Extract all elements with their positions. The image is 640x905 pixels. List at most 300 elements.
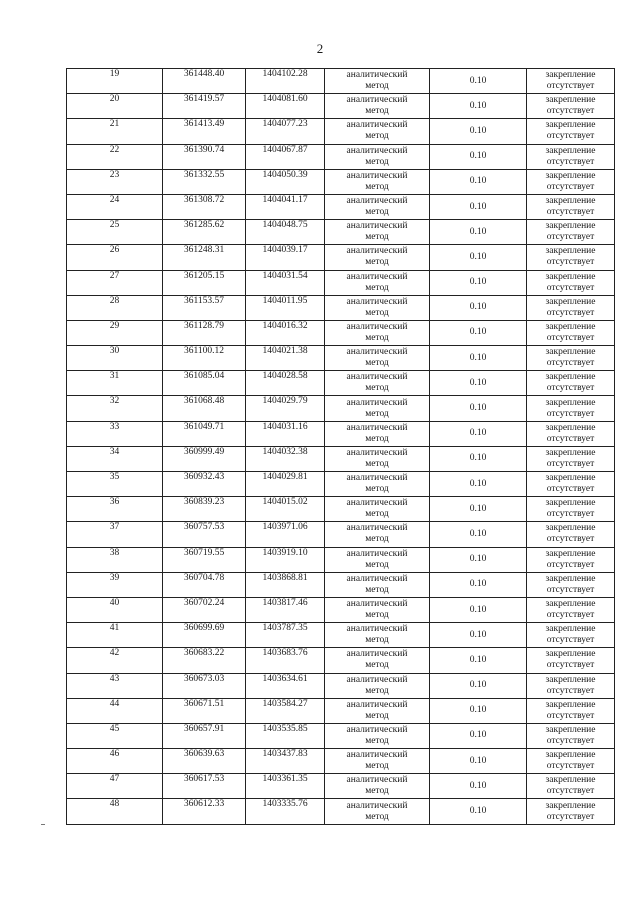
- status-text-line-2: отсутствует: [546, 509, 595, 520]
- status-text-line-1: закрепление: [545, 170, 596, 181]
- method-text-line-2: метод: [365, 131, 389, 142]
- method-text-line-2: метод: [365, 433, 389, 444]
- y-coordinate-cell: 1403868.81: [246, 572, 325, 597]
- fixing-status-cell: [527, 522, 615, 547]
- y-coordinate-cell: 1404029.81: [246, 472, 325, 497]
- status-text-line-2: отсутствует: [546, 408, 595, 419]
- method-text-line-1: аналитический: [346, 800, 408, 811]
- status-text-line-2: отсутствует: [546, 635, 595, 646]
- accuracy-cell: 0.10: [430, 371, 527, 396]
- method-cell: [325, 346, 430, 371]
- status-text-line-2: отсутствует: [546, 660, 595, 671]
- table-row: [67, 144, 615, 169]
- x-coordinate-cell: 360639.63: [163, 749, 246, 774]
- status-text-line-1: закрепление: [545, 473, 596, 484]
- status-text-line-2: отсутствует: [546, 358, 595, 369]
- accuracy-cell: 0.10: [430, 320, 527, 345]
- point-number-cell: 27: [67, 270, 163, 295]
- method-text-line-2: метод: [365, 181, 389, 192]
- table-row: [67, 547, 615, 572]
- x-coordinate-cell: 360673.03: [163, 673, 246, 698]
- table-row: [67, 320, 615, 345]
- point-number-cell: 48: [67, 799, 163, 824]
- method-cell: [325, 396, 430, 421]
- status-text-line-2: отсутствует: [546, 458, 595, 469]
- fixing-status-cell: [527, 119, 615, 144]
- table-row: [67, 194, 615, 219]
- x-coordinate-cell: 361332.55: [163, 169, 246, 194]
- table-row: [67, 245, 615, 270]
- fixing-status-cell: [527, 421, 615, 446]
- table-row: [67, 295, 615, 320]
- status-text-line-1: закрепление: [545, 296, 596, 307]
- point-number-cell: 40: [67, 597, 163, 622]
- status-text-line-2: отсутствует: [546, 106, 595, 117]
- method-cell: [325, 572, 430, 597]
- y-coordinate-cell: 1404077.23: [246, 119, 325, 144]
- status-text-line-1: закрепление: [545, 196, 596, 207]
- point-number-cell: 33: [67, 421, 163, 446]
- y-coordinate-cell: 1403437.83: [246, 749, 325, 774]
- method-text-line-2: метод: [365, 307, 389, 318]
- method-text-line-1: аналитический: [346, 473, 408, 484]
- coordinates-table: [66, 68, 615, 825]
- point-number-cell: 37: [67, 522, 163, 547]
- fixing-status-cell: [527, 749, 615, 774]
- y-coordinate-cell: 1404041.17: [246, 194, 325, 219]
- status-text-line-2: отсутствует: [546, 735, 595, 746]
- fixing-status-cell: [527, 723, 615, 748]
- fixing-status-cell: [527, 547, 615, 572]
- fixing-status-cell: [527, 446, 615, 471]
- method-text-line-1: аналитический: [346, 397, 408, 408]
- x-coordinate-cell: 360757.53: [163, 522, 246, 547]
- x-coordinate-cell: 361285.62: [163, 220, 246, 245]
- status-text-line-1: закрепление: [545, 70, 596, 81]
- y-coordinate-cell: 1404050.39: [246, 169, 325, 194]
- x-coordinate-cell: 361128.79: [163, 320, 246, 345]
- table-row: [67, 774, 615, 799]
- method-text-line-1: аналитический: [346, 196, 408, 207]
- y-coordinate-cell: 1404031.16: [246, 421, 325, 446]
- x-coordinate-cell: 361153.57: [163, 295, 246, 320]
- status-text-line-1: закрепление: [545, 447, 596, 458]
- fixing-status-cell: [527, 774, 615, 799]
- point-number-cell: 42: [67, 648, 163, 673]
- y-coordinate-cell: 1404081.60: [246, 94, 325, 119]
- accuracy-cell: 0.10: [430, 774, 527, 799]
- y-coordinate-cell: 1403817.46: [246, 597, 325, 622]
- table-row: [67, 346, 615, 371]
- table-row: [67, 119, 615, 144]
- y-coordinate-cell: 1404102.28: [246, 69, 325, 94]
- fixing-status-cell: [527, 295, 615, 320]
- y-coordinate-cell: 1404011.95: [246, 295, 325, 320]
- method-text-line-2: метод: [365, 610, 389, 621]
- table-row: [67, 371, 615, 396]
- status-text-line-1: закрепление: [545, 372, 596, 383]
- method-text-line-1: аналитический: [346, 246, 408, 257]
- method-text-line-1: аналитический: [346, 95, 408, 106]
- fixing-status-cell: [527, 69, 615, 94]
- table-row: [67, 572, 615, 597]
- accuracy-cell: 0.10: [430, 472, 527, 497]
- x-coordinate-cell: 361308.72: [163, 194, 246, 219]
- point-number-cell: 31: [67, 371, 163, 396]
- status-text-line-2: отсутствует: [546, 257, 595, 268]
- margin-mark: [41, 824, 45, 825]
- status-text-line-2: отсутствует: [546, 610, 595, 621]
- y-coordinate-cell: 1403584.27: [246, 698, 325, 723]
- accuracy-cell: 0.10: [430, 698, 527, 723]
- status-text-line-1: закрепление: [545, 624, 596, 635]
- table-row: [67, 597, 615, 622]
- point-number-cell: 29: [67, 320, 163, 345]
- fixing-status-cell: [527, 346, 615, 371]
- status-text-line-1: закрепление: [545, 221, 596, 232]
- fixing-status-cell: [527, 245, 615, 270]
- method-cell: [325, 497, 430, 522]
- accuracy-cell: 0.10: [430, 522, 527, 547]
- method-cell: [325, 119, 430, 144]
- method-text-line-2: метод: [365, 383, 389, 394]
- table-row: [67, 723, 615, 748]
- point-number-cell: 41: [67, 623, 163, 648]
- accuracy-cell: 0.10: [430, 194, 527, 219]
- fixing-status-cell: [527, 144, 615, 169]
- fixing-status-cell: [527, 472, 615, 497]
- x-coordinate-cell: 360704.78: [163, 572, 246, 597]
- status-text-line-1: закрепление: [545, 95, 596, 106]
- status-text-line-1: закрепление: [545, 800, 596, 811]
- x-coordinate-cell: 360671.51: [163, 698, 246, 723]
- x-coordinate-cell: 360657.91: [163, 723, 246, 748]
- method-cell: [325, 144, 430, 169]
- method-text-line-2: метод: [365, 106, 389, 117]
- status-text-line-2: отсутствует: [546, 181, 595, 192]
- method-text-line-1: аналитический: [346, 271, 408, 282]
- accuracy-cell: 0.10: [430, 547, 527, 572]
- status-text-line-1: закрепление: [545, 724, 596, 735]
- accuracy-cell: 0.10: [430, 119, 527, 144]
- status-text-line-1: закрепление: [545, 573, 596, 584]
- fixing-status-cell: [527, 799, 615, 824]
- method-text-line-2: метод: [365, 458, 389, 469]
- table-row: [67, 749, 615, 774]
- method-text-line-1: аналитический: [346, 750, 408, 761]
- point-number-cell: 45: [67, 723, 163, 748]
- y-coordinate-cell: 1403361.35: [246, 774, 325, 799]
- status-text-line-2: отсутствует: [546, 710, 595, 721]
- method-text-line-1: аналитический: [346, 145, 408, 156]
- method-cell: [325, 220, 430, 245]
- method-text-line-2: метод: [365, 559, 389, 570]
- method-text-line-1: аналитический: [346, 170, 408, 181]
- method-text-line-1: аналитический: [346, 599, 408, 610]
- x-coordinate-cell: 360612.33: [163, 799, 246, 824]
- method-cell: [325, 522, 430, 547]
- coordinates-table-body: [67, 69, 615, 825]
- method-text-line-1: аналитический: [346, 699, 408, 710]
- accuracy-cell: 0.10: [430, 295, 527, 320]
- method-text-line-2: метод: [365, 81, 389, 92]
- status-text-line-1: закрепление: [545, 246, 596, 257]
- x-coordinate-cell: 360932.43: [163, 472, 246, 497]
- table-row: [67, 497, 615, 522]
- method-cell: [325, 194, 430, 219]
- fixing-status-cell: [527, 270, 615, 295]
- status-text-line-1: закрепление: [545, 699, 596, 710]
- table-row: [67, 799, 615, 824]
- accuracy-cell: 0.10: [430, 572, 527, 597]
- status-text-line-2: отсутствует: [546, 207, 595, 218]
- method-text-line-2: метод: [365, 735, 389, 746]
- fixing-status-cell: [527, 220, 615, 245]
- method-cell: [325, 421, 430, 446]
- y-coordinate-cell: 1404039.17: [246, 245, 325, 270]
- status-text-line-2: отсутствует: [546, 584, 595, 595]
- method-text-line-2: метод: [365, 509, 389, 520]
- x-coordinate-cell: 360683.22: [163, 648, 246, 673]
- point-number-cell: 35: [67, 472, 163, 497]
- method-cell: [325, 698, 430, 723]
- status-text-line-2: отсутствует: [546, 559, 595, 570]
- fixing-status-cell: [527, 194, 615, 219]
- accuracy-cell: 0.10: [430, 648, 527, 673]
- method-text-line-2: метод: [365, 332, 389, 343]
- accuracy-cell: 0.10: [430, 421, 527, 446]
- point-number-cell: 28: [67, 295, 163, 320]
- table-row: [67, 446, 615, 471]
- method-text-line-1: аналитический: [346, 548, 408, 559]
- y-coordinate-cell: 1404015.02: [246, 497, 325, 522]
- method-cell: [325, 472, 430, 497]
- table-row: [67, 396, 615, 421]
- table-row: [67, 169, 615, 194]
- method-text-line-2: метод: [365, 660, 389, 671]
- status-text-line-2: отсутствует: [546, 685, 595, 696]
- x-coordinate-cell: 361205.15: [163, 270, 246, 295]
- y-coordinate-cell: 1404029.79: [246, 396, 325, 421]
- method-text-line-2: метод: [365, 761, 389, 772]
- accuracy-cell: 0.10: [430, 749, 527, 774]
- fixing-status-cell: [527, 623, 615, 648]
- accuracy-cell: 0.10: [430, 623, 527, 648]
- method-cell: [325, 295, 430, 320]
- point-number-cell: 19: [67, 69, 163, 94]
- method-text-line-1: аналитический: [346, 221, 408, 232]
- table-row: [67, 472, 615, 497]
- status-text-line-1: закрепление: [545, 397, 596, 408]
- method-text-line-1: аналитический: [346, 724, 408, 735]
- method-cell: [325, 446, 430, 471]
- status-text-line-1: закрепление: [545, 347, 596, 358]
- table-row: [67, 698, 615, 723]
- status-text-line-1: закрепление: [545, 599, 596, 610]
- accuracy-cell: 0.10: [430, 169, 527, 194]
- method-text-line-1: аналитический: [346, 447, 408, 458]
- method-cell: [325, 723, 430, 748]
- status-text-line-1: закрепление: [545, 674, 596, 685]
- status-text-line-2: отсутствует: [546, 786, 595, 797]
- method-text-line-2: метод: [365, 811, 389, 822]
- method-text-line-1: аналитический: [346, 573, 408, 584]
- point-number-cell: 32: [67, 396, 163, 421]
- point-number-cell: 30: [67, 346, 163, 371]
- accuracy-cell: 0.10: [430, 270, 527, 295]
- status-text-line-2: отсутствует: [546, 484, 595, 495]
- x-coordinate-cell: 361049.71: [163, 421, 246, 446]
- status-text-line-2: отсутствует: [546, 383, 595, 394]
- point-number-cell: 24: [67, 194, 163, 219]
- y-coordinate-cell: 1403787.35: [246, 623, 325, 648]
- y-coordinate-cell: 1404048.75: [246, 220, 325, 245]
- method-cell: [325, 597, 430, 622]
- status-text-line-2: отсутствует: [546, 282, 595, 293]
- x-coordinate-cell: 360699.69: [163, 623, 246, 648]
- method-text-line-2: метод: [365, 484, 389, 495]
- fixing-status-cell: [527, 673, 615, 698]
- accuracy-cell: 0.10: [430, 346, 527, 371]
- y-coordinate-cell: 1404016.32: [246, 320, 325, 345]
- accuracy-cell: 0.10: [430, 396, 527, 421]
- status-text-line-2: отсутствует: [546, 332, 595, 343]
- accuracy-cell: 0.10: [430, 799, 527, 824]
- table-row: [67, 673, 615, 698]
- y-coordinate-cell: 1403535.85: [246, 723, 325, 748]
- fixing-status-cell: [527, 572, 615, 597]
- y-coordinate-cell: 1404028.58: [246, 371, 325, 396]
- point-number-cell: 25: [67, 220, 163, 245]
- point-number-cell: 22: [67, 144, 163, 169]
- y-coordinate-cell: 1403335.76: [246, 799, 325, 824]
- accuracy-cell: 0.10: [430, 597, 527, 622]
- x-coordinate-cell: 361448.40: [163, 69, 246, 94]
- method-cell: [325, 673, 430, 698]
- point-number-cell: 46: [67, 749, 163, 774]
- x-coordinate-cell: 361419.57: [163, 94, 246, 119]
- status-text-line-1: закрепление: [545, 548, 596, 559]
- status-text-line-2: отсутствует: [546, 761, 595, 772]
- method-cell: [325, 623, 430, 648]
- method-text-line-2: метод: [365, 635, 389, 646]
- method-text-line-1: аналитический: [346, 624, 408, 635]
- point-number-cell: 20: [67, 94, 163, 119]
- accuracy-cell: 0.10: [430, 497, 527, 522]
- status-text-line-1: закрепление: [545, 422, 596, 433]
- x-coordinate-cell: 360839.23: [163, 497, 246, 522]
- y-coordinate-cell: 1403634.61: [246, 673, 325, 698]
- status-text-line-1: закрепление: [545, 775, 596, 786]
- accuracy-cell: 0.10: [430, 245, 527, 270]
- accuracy-cell: 0.10: [430, 220, 527, 245]
- fixing-status-cell: [527, 648, 615, 673]
- method-text-line-1: аналитический: [346, 70, 408, 81]
- method-text-line-1: аналитический: [346, 321, 408, 332]
- status-text-line-1: закрепление: [545, 750, 596, 761]
- point-number-cell: 44: [67, 698, 163, 723]
- point-number-cell: 36: [67, 497, 163, 522]
- status-text-line-2: отсутствует: [546, 131, 595, 142]
- point-number-cell: 34: [67, 446, 163, 471]
- method-text-line-1: аналитический: [346, 347, 408, 358]
- table-row: [67, 94, 615, 119]
- method-text-line-1: аналитический: [346, 523, 408, 534]
- method-cell: [325, 774, 430, 799]
- accuracy-cell: 0.10: [430, 144, 527, 169]
- y-coordinate-cell: 1403971.06: [246, 522, 325, 547]
- x-coordinate-cell: 361248.31: [163, 245, 246, 270]
- method-text-line-2: метод: [365, 257, 389, 268]
- method-text-line-2: метод: [365, 156, 389, 167]
- method-cell: [325, 245, 430, 270]
- fixing-status-cell: [527, 698, 615, 723]
- x-coordinate-cell: 361100.12: [163, 346, 246, 371]
- y-coordinate-cell: 1404031.54: [246, 270, 325, 295]
- method-cell: [325, 69, 430, 94]
- x-coordinate-cell: 361413.49: [163, 119, 246, 144]
- status-text-line-2: отсутствует: [546, 534, 595, 545]
- fixing-status-cell: [527, 371, 615, 396]
- table-row: [67, 648, 615, 673]
- method-cell: [325, 169, 430, 194]
- point-number-cell: 39: [67, 572, 163, 597]
- accuracy-cell: 0.10: [430, 446, 527, 471]
- table-row: [67, 623, 615, 648]
- method-text-line-2: метод: [365, 232, 389, 243]
- fixing-status-cell: [527, 396, 615, 421]
- x-coordinate-cell: 361085.04: [163, 371, 246, 396]
- method-text-line-2: метод: [365, 408, 389, 419]
- y-coordinate-cell: 1404067.87: [246, 144, 325, 169]
- fixing-status-cell: [527, 497, 615, 522]
- point-number-cell: 43: [67, 673, 163, 698]
- method-cell: [325, 799, 430, 824]
- x-coordinate-cell: 361390.74: [163, 144, 246, 169]
- method-text-line-2: метод: [365, 710, 389, 721]
- method-text-line-2: метод: [365, 786, 389, 797]
- accuracy-cell: 0.10: [430, 94, 527, 119]
- method-text-line-2: метод: [365, 584, 389, 595]
- method-text-line-2: метод: [365, 685, 389, 696]
- fixing-status-cell: [527, 169, 615, 194]
- status-text-line-1: закрепление: [545, 145, 596, 156]
- status-text-line-2: отсутствует: [546, 156, 595, 167]
- method-text-line-1: аналитический: [346, 674, 408, 685]
- table-row: [67, 270, 615, 295]
- method-cell: [325, 94, 430, 119]
- accuracy-cell: 0.10: [430, 673, 527, 698]
- table-row: [67, 421, 615, 446]
- status-text-line-2: отсутствует: [546, 232, 595, 243]
- status-text-line-2: отсутствует: [546, 433, 595, 444]
- x-coordinate-cell: 361068.48: [163, 396, 246, 421]
- point-number-cell: 21: [67, 119, 163, 144]
- table-row: [67, 522, 615, 547]
- method-cell: [325, 648, 430, 673]
- x-coordinate-cell: 360719.55: [163, 547, 246, 572]
- method-text-line-1: аналитический: [346, 422, 408, 433]
- method-cell: [325, 270, 430, 295]
- status-text-line-1: закрепление: [545, 120, 596, 131]
- method-text-line-1: аналитический: [346, 296, 408, 307]
- table-row: [67, 69, 615, 94]
- status-text-line-1: закрепление: [545, 523, 596, 534]
- method-text-line-2: метод: [365, 358, 389, 369]
- status-text-line-1: закрепление: [545, 649, 596, 660]
- point-number-cell: 38: [67, 547, 163, 572]
- fixing-status-cell: [527, 320, 615, 345]
